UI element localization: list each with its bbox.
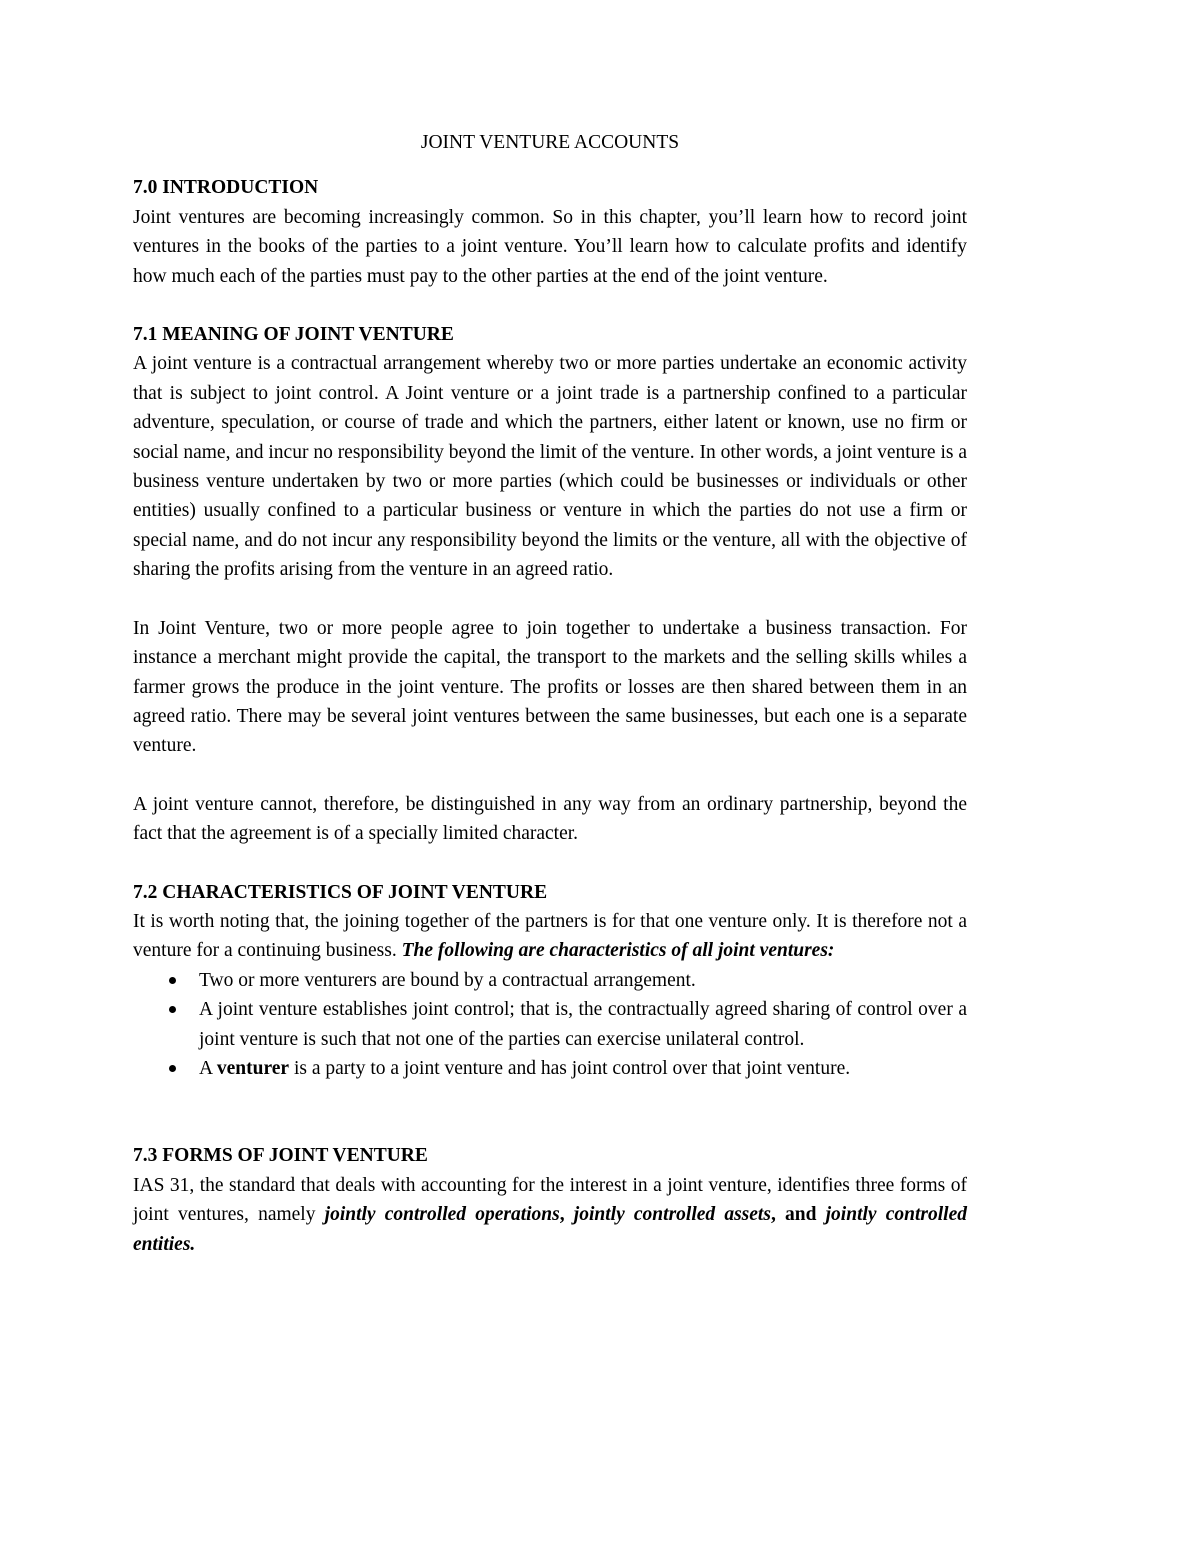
bullet-icon xyxy=(169,1065,176,1072)
bullet-text-prefix: A xyxy=(199,1057,217,1079)
characteristics-intro-emphasis: The following are characteristics of all joint ventures: xyxy=(401,940,835,962)
bullet-icon xyxy=(169,977,176,984)
section-introduction xyxy=(133,173,967,291)
section-forms xyxy=(133,1141,967,1259)
bullet-icon xyxy=(169,1006,176,1013)
list-item xyxy=(133,995,967,1054)
meaning-paragraph-3: A joint venture cannot, therefore, be distinguished in any way from an ordinary partnership, beyond the fact that the agreement is of a specially limited character. xyxy=(133,793,967,845)
bullet-text-suffix: is a party to a joint venture and has joint control over that joint venture. xyxy=(289,1057,851,1079)
section-heading-forms: 7.3 FORMS OF JOINT VENTURE xyxy=(133,1145,428,1167)
section-characteristics xyxy=(133,878,967,1084)
document-page xyxy=(133,128,967,1259)
meaning-paragraph-2: In Joint Venture, two or more people agree to join together to undertake a business transaction. For instance a merchant might provide the capital, the transport to the markets and the selling skills whiles a farmer grows the produce in the joint venture. The profits or losses are then shared between them in an agreed ratio. There may be several joint ventures between the same businesses, but each one is a separate venture. xyxy=(133,617,967,757)
forms-paragraph xyxy=(133,1171,967,1259)
section-heading-characteristics: 7.2 CHARACTERISTICS OF JOINT VENTURE xyxy=(133,881,548,903)
introduction-paragraph: Joint ventures are becoming increasingly common. So in this chapter, you’ll learn how to record joint ventures in the books of the parties to a joint venture. You’ll learn how to calculate profits and identify how much each of the parties must pay to the other parties at the end of the joint venture. xyxy=(133,206,967,287)
bullet-text: A joint venture establishes joint control; that is, the contractually agreed sharing of control over a joint venture is such that not one of the parties can exercise unilateral control. xyxy=(199,999,967,1050)
bullet-text-term: venturer xyxy=(216,1057,290,1079)
section-meaning xyxy=(133,320,967,849)
form-jointly-controlled-entities: jointly controlled entities. xyxy=(133,1204,967,1255)
document-title: JOINT VENTURE ACCOUNTS xyxy=(420,132,680,153)
characteristics-intro xyxy=(133,907,967,966)
spacer xyxy=(133,1083,967,1141)
spacer xyxy=(133,849,967,878)
bullet-text: Two or more venturers are bound by a contractual arrangement. xyxy=(199,969,696,991)
list-item xyxy=(133,966,967,995)
forms-separator: , xyxy=(559,1204,574,1226)
list-item xyxy=(133,1054,967,1083)
characteristics-list xyxy=(133,966,967,1084)
spacer xyxy=(133,761,967,790)
section-heading-meaning: 7.1 MEANING OF JOINT VENTURE xyxy=(133,324,454,346)
section-heading-introduction: 7.0 INTRODUCTION xyxy=(133,177,319,199)
meaning-paragraph-1: A joint venture is a contractual arrangement whereby two or more parties undertake an economic activity that is subject to joint control. A Joint venture or a joint trade is a partnership confined to a particular adventure, speculation, or course of trade and which the partners, either latent or known, use no firm or social name, and incur no responsibility beyond the limit of the venture. In other words, a joint venture is a business venture undertaken by two or more parties (which could be businesses or individuals or other entities) usually confined to a particular business or venture in which the parties do not use a firm or special name, and do not incur any responsibility beyond the limits or the venture, all with the objective of sharing the profits arising from the venture in an agreed ratio. xyxy=(133,353,967,581)
form-jointly-controlled-operations: jointly controlled operations xyxy=(324,1204,560,1226)
forms-separator: , and xyxy=(770,1204,826,1226)
forms-text: IAS 31, the standard that deals with accounting for the interest in a joint venture, identifies three forms of joint ventures, namely xyxy=(133,1174,967,1226)
spacer xyxy=(133,291,967,320)
spacer xyxy=(133,585,967,614)
characteristics-intro-text: It is worth noting that, the joining together of the partners is for that one venture only. It is therefore not a venture for a continuing business. xyxy=(133,910,967,962)
form-jointly-controlled-assets: jointly controlled assets xyxy=(573,1204,771,1226)
